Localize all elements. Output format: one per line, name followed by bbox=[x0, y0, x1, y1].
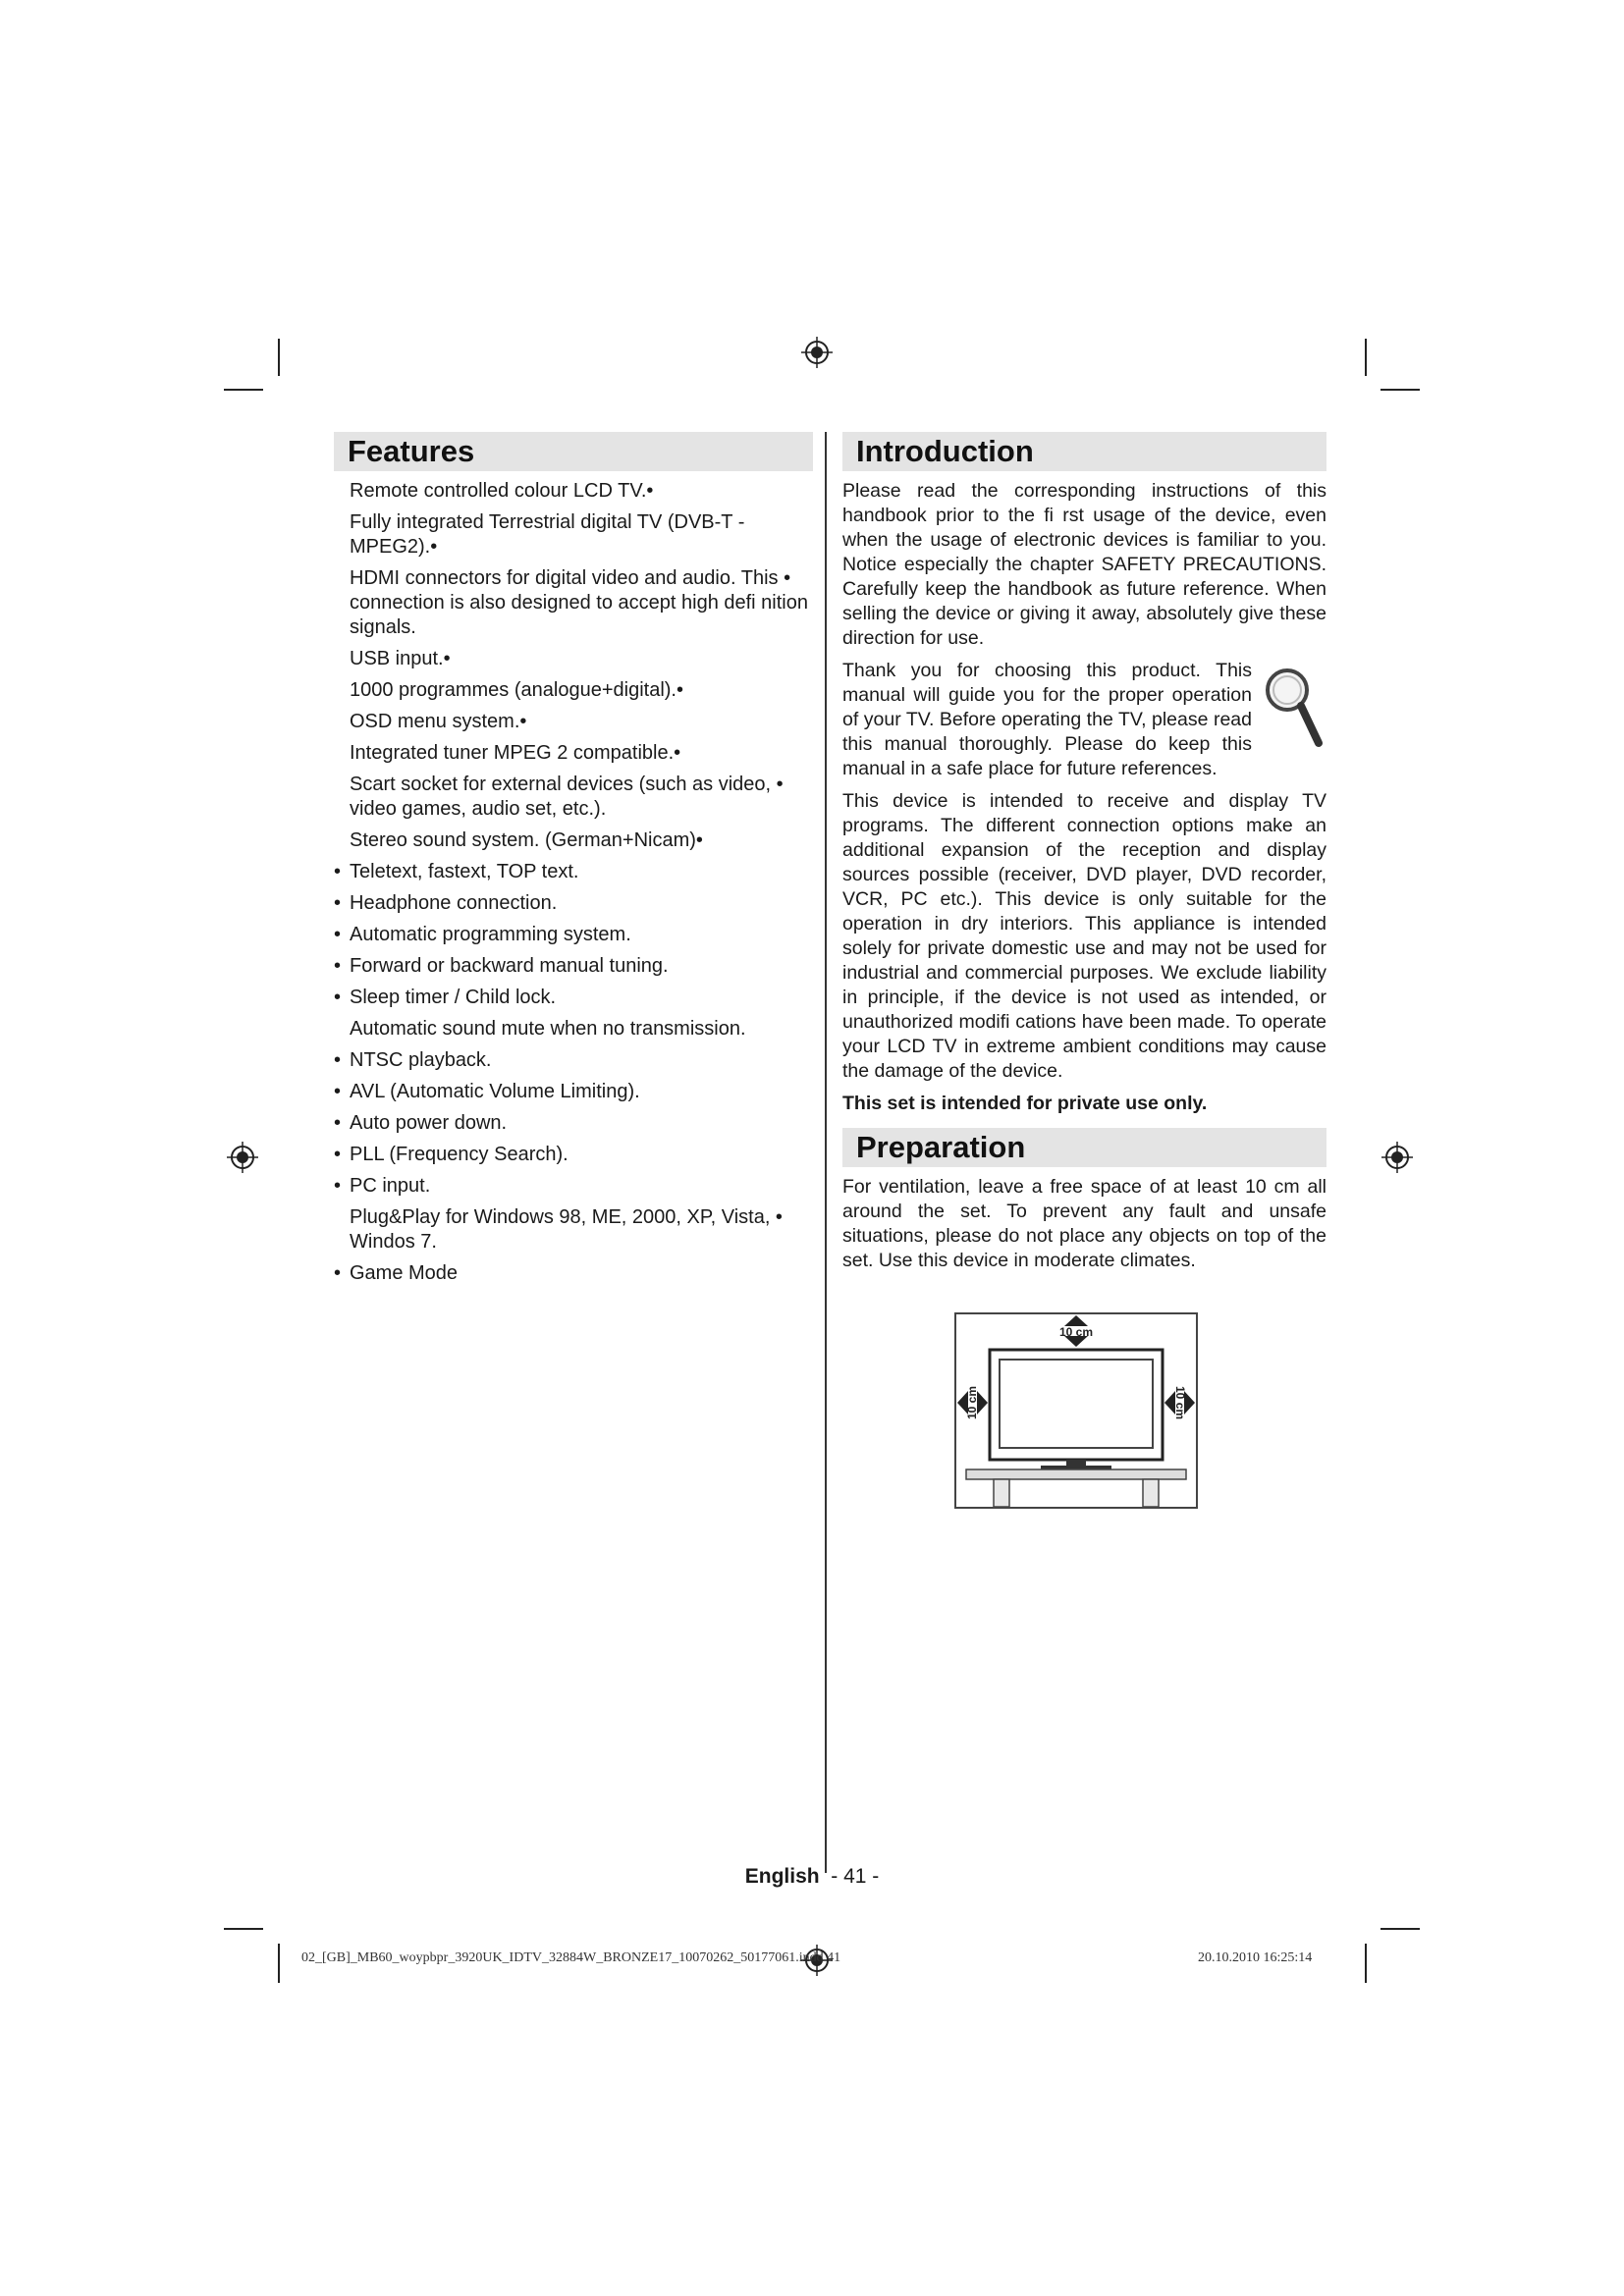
ventilation-diagram bbox=[954, 1312, 1198, 1509]
crop-mark bbox=[1380, 1928, 1420, 1930]
thank-you-paragraph: Thank you for choosing this product. This manual will guide you for the proper operation of your TV. Before operating the TV, please read this manual thoroughly. Please do keep this manual in a safe place for future references. bbox=[842, 660, 1252, 779]
feature-item: USB input.• bbox=[350, 648, 451, 669]
feature-item: • Teletext, fastext, TOP text. bbox=[334, 860, 813, 884]
crop-mark bbox=[278, 339, 280, 376]
column-divider bbox=[825, 432, 827, 1873]
right-column bbox=[842, 432, 1326, 1509]
crop-mark bbox=[1365, 339, 1367, 376]
crop-mark bbox=[224, 389, 263, 391]
crop-mark bbox=[1365, 1944, 1367, 1983]
feature-item: • AVL (Automatic Volume Limiting). bbox=[334, 1080, 813, 1104]
crop-mark bbox=[278, 1944, 280, 1983]
feature-item: • PLL (Frequency Search). bbox=[334, 1143, 813, 1167]
features-column bbox=[334, 432, 813, 1293]
feature-item: Automatic sound mute when no transmission. bbox=[350, 1018, 746, 1040]
registration-mark-icon bbox=[226, 1141, 259, 1174]
crop-mark bbox=[224, 1928, 263, 1930]
feature-item: Scart socket for external devices (such as video, • video games, audio set, etc.). bbox=[350, 774, 784, 820]
introduction-paragraph: Please read the corresponding instructions of this handbook prior to the fi rst usage of the device, even when the usage of electronic devices is familiar to you. Notice especially the chapter SAFETY PRECAUTIONS. Carefully keep the handbook as future reference. When selling the device or giving it away, absolutely give these direction for use. bbox=[842, 480, 1326, 649]
page-number: - 41 - bbox=[831, 1865, 880, 1888]
feature-item: • NTSC playback. bbox=[334, 1048, 813, 1073]
feature-item: Remote controlled colour LCD TV.• bbox=[350, 480, 654, 502]
diagram-top-label: 10 cm bbox=[1058, 1325, 1094, 1339]
feature-item: Integrated tuner MPEG 2 compatible.• bbox=[350, 742, 681, 764]
feature-item: HDMI connectors for digital video and audio. This • connection is also designed to accept high defi nition signals. bbox=[350, 567, 808, 638]
feature-item: • Automatic programming system. bbox=[334, 923, 813, 947]
feature-item: 1000 programmes (analogue+digital).• bbox=[350, 679, 683, 701]
magnifying-glass-icon bbox=[1258, 663, 1326, 751]
feature-item: • Auto power down. bbox=[334, 1111, 813, 1136]
feature-item: Plug&Play for Windows 98, ME, 2000, XP, Vista, • Windos 7. bbox=[350, 1206, 783, 1253]
feature-item: OSD menu system.• bbox=[350, 711, 527, 732]
page-footer bbox=[0, 1865, 1624, 1889]
diagram-right-label: 10 cm bbox=[1173, 1385, 1187, 1420]
feature-item: • Forward or backward manual tuning. bbox=[334, 954, 813, 979]
print-slug-filename: 02_[GB]_MB60_woypbpr_3920UK_IDTV_32884W_BRONZE17_10070262_50177061.indd 41 bbox=[301, 1950, 841, 1965]
features-list bbox=[334, 479, 813, 1286]
feature-item: Stereo sound system. (German+Nicam)• bbox=[350, 829, 703, 851]
feature-item: Fully integrated Terrestrial digital TV (DVB-T - MPEG2).• bbox=[350, 511, 745, 558]
feature-item: • Game Mode bbox=[334, 1261, 813, 1286]
registration-mark-icon bbox=[800, 336, 834, 369]
feature-item: • PC input. bbox=[334, 1174, 813, 1199]
print-slug-timestamp: 20.10.2010 16:25:14 bbox=[1198, 1950, 1313, 1965]
private-use-notice: This set is intended for private use only. bbox=[842, 1093, 1208, 1114]
ventilation-paragraph: For ventilation, leave a free space of at least 10 cm all around the set. To prevent any fault and unsafe situations, please do not place any objects on top of the set. Use this device in moderate climates. bbox=[842, 1176, 1326, 1271]
thank-you-block bbox=[842, 659, 1326, 781]
introduction-heading: Introduction bbox=[842, 432, 1326, 471]
device-purpose-paragraph: This device is intended to receive and display TV programs. The different connection options make an additional expansion of the reception and display sources possible (receiver, DVD player, DVD recorder, VCR, PC etc.). This device is only suitable for the operation in dry interiors. This appliance is intended solely for private domestic use and may not be used for industrial and commercial purposes. We exclude liability in principle, if the device is not used as intended, or unauthorized modifi cations have been made. To operate your LCD TV in extreme ambient conditions may cause the damage of the device. bbox=[842, 790, 1326, 1082]
diagram-left-label: 10 cm bbox=[965, 1385, 979, 1420]
feature-item: • Headphone connection. bbox=[334, 891, 813, 916]
crop-mark bbox=[1380, 389, 1420, 391]
features-heading: Features bbox=[334, 432, 813, 471]
registration-mark-icon bbox=[1380, 1141, 1414, 1174]
footer-language: English bbox=[744, 1865, 820, 1888]
preparation-heading: Preparation bbox=[842, 1128, 1326, 1167]
feature-item: • Sleep timer / Child lock. bbox=[334, 986, 813, 1010]
